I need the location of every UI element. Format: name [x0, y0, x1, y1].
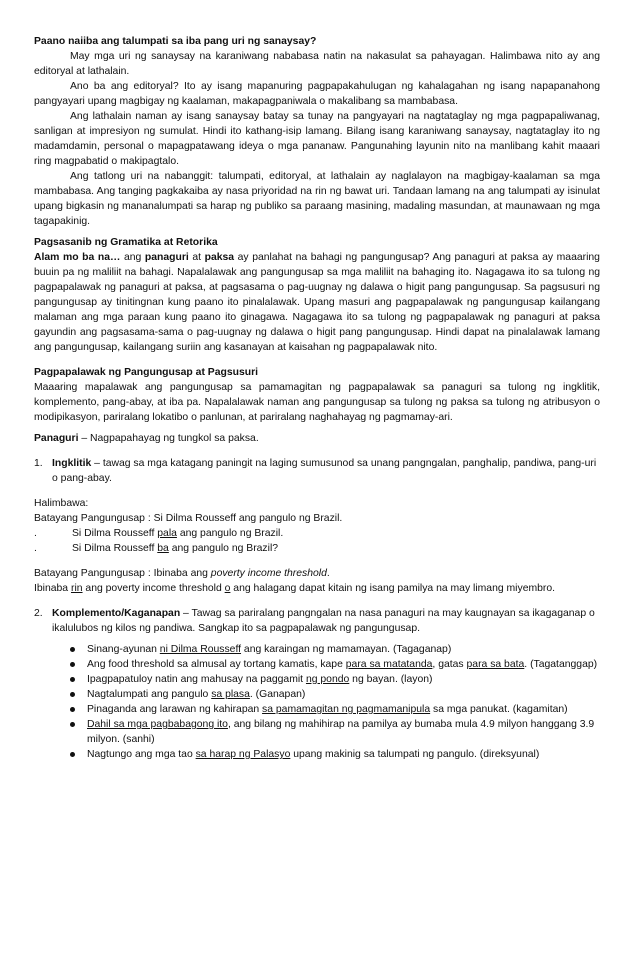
list-item: [70, 642, 600, 657]
text: . (Ganapan): [249, 689, 306, 700]
underlined-phrase: ng pondo: [305, 674, 350, 685]
intro-paragraph-2: Ano ba ang editoryal? Ito ay isang mapanuring pagpapakahulugan ng kahalagahan ng isang napapanahong pangyayari upang magbigay ng kaalaman, makapagpaniwala o makalibang sa mambabasa.: [34, 81, 600, 107]
bullet-icon: [70, 647, 75, 652]
text: ang pangulo ng Brazil.: [176, 528, 284, 539]
term-paksa: paksa: [204, 252, 235, 263]
italic-phrase: poverty income threshold: [210, 568, 327, 579]
underlined-word: rin: [70, 583, 83, 594]
term-ingklitik: Ingklitik: [52, 458, 92, 469]
example-bullet-list: [34, 642, 600, 762]
bullet-icon: [70, 692, 75, 697]
text: Ang food threshold sa almusal ay tortang kamatis, kape: [87, 659, 346, 670]
underlined-phrase: sa plasa: [211, 689, 250, 700]
text: Pinaganda ang larawan ng kahirapan: [87, 704, 263, 715]
underlined-word: ba: [157, 543, 169, 554]
example-line: [34, 526, 600, 541]
text: . (Tagatanggap): [524, 659, 598, 670]
example-line: Batayang Pangungusap : Si Dilma Rousseff ang pangulo ng Brazil.: [34, 513, 343, 524]
text: Sinang-ayunan: [87, 644, 160, 655]
text: ang karaingan ng mamamayan. (Tagaganap): [241, 644, 452, 655]
section-paragraph-pagpapalawak: Maaaring mapalawak ang pangungusap sa pamamagitan ng pagpapalawak sa panaguri sa tulong ng ingklitik, komplemento, pang-abay, at iba pa. Napalalawak naman ang pangungusap sa tulong ng paksa sa tulong ng atribusyon o modipikasyon, pariralang lokatibo o panlunan, at pariralang naghahayag ng pagmamay-ari.: [34, 382, 600, 423]
text: – tawag sa mga katagang paningit na laging sumusunod sa unang pangngalan, panghalip, pandiwa, pang-uri o pang-abay.: [52, 458, 597, 484]
text: Ibinaba: [34, 583, 71, 594]
text: ang poverty income threshold: [82, 583, 225, 594]
section-heading-gramatika: Pagsasanib ng Gramatika at Retorika: [34, 237, 218, 248]
text: ang halagang dapat kitain ng isang pamilya na may limang miyembro.: [230, 583, 556, 594]
underlined-phrase: sa pamamagitan ng pagmamanipula: [262, 704, 431, 715]
term-panaguri: Panaguri: [34, 433, 79, 444]
example-text: [72, 541, 278, 556]
list-item: [70, 702, 600, 717]
section-heading-pagpapalawak: Pagpapalawak ng Pangungusap at Pagsusuri: [34, 367, 259, 378]
underlined-word: o: [224, 583, 231, 594]
item-number: 1.: [34, 458, 43, 469]
list-item: [70, 717, 600, 747]
underlined-phrase: sa harap ng Palasyo: [195, 749, 291, 760]
underlined-phrase: Dahil sa mga pagbabagong ito: [87, 719, 228, 730]
text: upang makinig sa talumpati ng pangulo. (direksyunal): [290, 749, 540, 760]
example-line: [34, 581, 600, 596]
bullet-icon: [70, 722, 75, 727]
text: Ipagpapatuloy natin ang mahusay na paggamit: [87, 674, 306, 685]
underlined-phrase: para sa matatanda: [345, 659, 433, 670]
text: Si Dilma Rousseff: [72, 543, 158, 554]
text: Nagtalumpati ang pangulo: [87, 689, 212, 700]
text: ang: [120, 252, 145, 263]
text: .: [326, 568, 330, 579]
intro-paragraph-3: Ang lathalain naman ay isang sanaysay batay sa tunay na pangyayari na nagtataglay ng mga pagpapaliwanag, sanligan at impresiyon ng sumulat. Hindi ito kathang-isip lamang. Bilang isang karaniwang sanaysay, nagtataglay ito ng madamdamin, personal o mapagpatawang ideya o mga pananaw. Pangunahing layunin nito na manlibang kahit maaari ring magpabatid o makipagtalo.: [34, 111, 600, 167]
underlined-word: pala: [157, 528, 177, 539]
item-text: [52, 456, 600, 486]
section-paragraph-alam-mo-ba: [34, 250, 600, 355]
example-marker: .: [34, 543, 37, 554]
numbered-item-2: [34, 606, 600, 636]
text: sa mga panukat. (kagamitan): [430, 704, 568, 715]
bullet-icon: [70, 662, 75, 667]
halimbawa-label: Halimbawa:: [34, 498, 89, 509]
intro-paragraph-4: Ang tatlong uri na nabanggit: talumpati, editoryal, at lathalain ay naglalayon na magbigay-kaalaman sa mga mambabasa. Ang tanging pagkakaiba ay nasa priyoridad na rin ng bawat uri. Tandaan lamang na ang talumpati ay isinulat upang bigkasin ng mananalumpati sa harap ng publiko sa paraang masining, madaling masundan, at maunawaan ng mga tagapakinig.: [34, 171, 600, 227]
text: ay panlahat na bahagi ng pangungusap? Ang panaguri at paksa ay maaaring buuin pa ng maliliit na bahagi. Napalalawak ang pangungusap sa mga maliliit na bahaging ito. Nagagawa ito sa tulong ng pagpapalawak ng panaguri at paksa, at pagsasama o pag-uugnay ng dalawa o higit pang pangungusap. Sa pagsusuri ng pangungusap ay tinitingnan kung paano ito pinalalawak. Upang masuri ang pagpapalawak ng pangungusap kailangang malaman ang mga paraan kung paano ito ginagawa. Nagagawa ito sa tulong ng pagpapalawak ng panaguri at paksa gayundin ang pagsasama-sama o pag-uugnay ng dalawa o higit pang pangungusap. Hindi dapat na pinalalawak lamang ang pangungusap, kailangang suriin ang kasanayan at kaisahan ng pagpapalawak nito.: [34, 252, 600, 353]
text: Si Dilma Rousseff: [72, 528, 158, 539]
text: at: [188, 252, 205, 263]
text: ng bayan. (layon): [349, 674, 433, 685]
text: , gatas: [432, 659, 467, 670]
bullet-icon: [70, 752, 75, 757]
example-marker: .: [34, 528, 37, 539]
underlined-phrase: ni Dilma Rousseff: [159, 644, 242, 655]
item-number: 2.: [34, 608, 43, 619]
page-title: Paano naiiba ang talumpati sa iba pang uri ng sanaysay?: [34, 36, 317, 47]
text: ang pangulo ng Brazil?: [168, 543, 279, 554]
text: – Nagpapahayag ng tungkol sa paksa.: [78, 433, 259, 444]
term-panaguri: panaguri: [144, 252, 189, 263]
document-page: [34, 34, 600, 762]
list-item: [70, 672, 600, 687]
example-line: [34, 541, 600, 556]
text: Nagtungo ang mga tao: [87, 749, 196, 760]
underlined-phrase: para sa bata: [466, 659, 525, 670]
item-text: [52, 606, 600, 636]
example-text: [72, 526, 283, 541]
example-line: [34, 566, 600, 581]
term-komplemento: Komplemento/Kaganapan: [52, 608, 181, 619]
bullet-icon: [70, 677, 75, 682]
text: Batayang Pangungusap : Ibinaba ang: [34, 568, 211, 579]
panaguri-definition: [34, 431, 600, 446]
numbered-item-1: [34, 456, 600, 486]
list-item: [70, 657, 600, 672]
text: , ang bilang ng mahihirap na pamilya ay bumaba mula 4.9 milyon hanggang 3.9 milyon. (sanhi): [87, 719, 595, 745]
lead-bold: Alam mo ba na…: [34, 252, 121, 263]
list-item: [70, 747, 600, 762]
bullet-icon: [70, 707, 75, 712]
text: – Tawag sa pariralang pangngalan na nasa panaguri na may kaugnayan sa ikagaganap o ikalulubos ng kilos ng pandiwa. Sangkap ito sa pagpapalawak ng pangungusap.: [52, 608, 595, 634]
list-item: [70, 687, 600, 702]
intro-paragraph-1: May mga uri ng sanaysay na karaniwang nababasa natin na nakasulat sa pahayagan. Halimbawa nito ay ang editoryal at lathalain.: [34, 51, 600, 77]
